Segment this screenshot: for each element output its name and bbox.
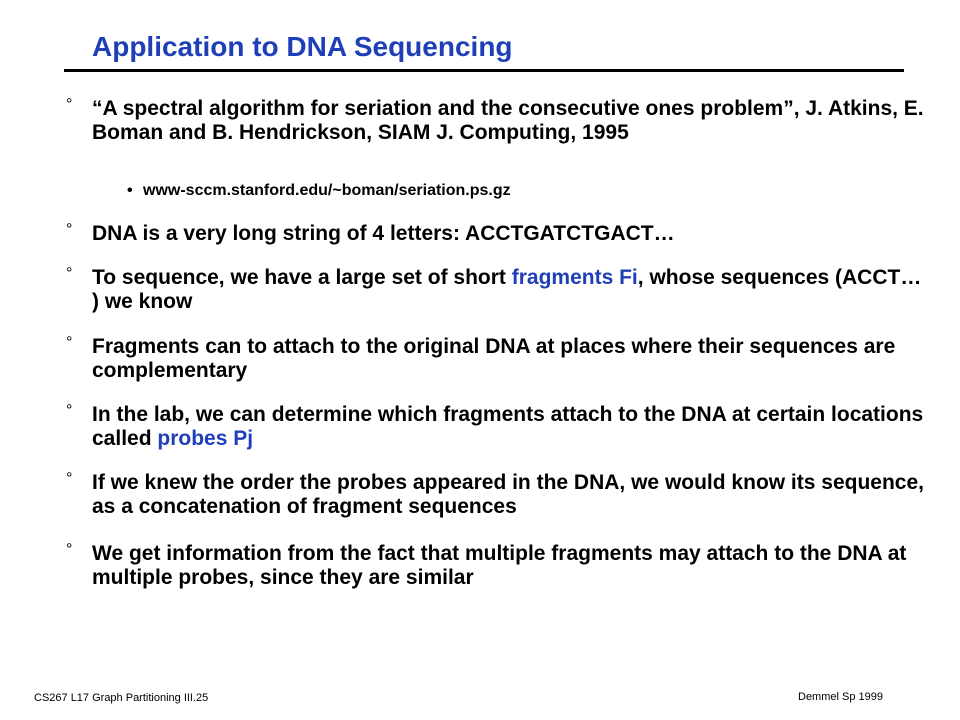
bullet-attach	[66, 335, 926, 383]
bullet-text: If we knew the order the probes appeared in the DNA, we would know its sequence, as a concatenation of fragment sequences	[92, 471, 924, 518]
bullet-text: DNA is a very long string of 4 letters: ACCTGATCTGACT…	[92, 222, 675, 245]
bullet-information	[66, 542, 926, 590]
bullet-text: Fragments can to attach to the original DNA at places where their sequences are complementary	[92, 335, 896, 382]
sub-bullet-url	[127, 181, 511, 201]
highlight-probes: probes Pj	[157, 427, 254, 450]
footer-author: Demmel Sp 1999	[798, 691, 883, 703]
bullet-fragments	[66, 266, 926, 314]
bullet-marker: °	[66, 221, 73, 238]
bullet-marker: °	[66, 470, 73, 487]
sub-bullet-text: www-sccm.stanford.edu/~boman/seriation.ps.gz	[143, 182, 511, 199]
highlight-fragments: fragments Fi	[511, 266, 638, 289]
bullet-citation	[66, 97, 926, 145]
bullet-text	[92, 266, 926, 314]
bullet-text-after: , whose sequences (ACCT… ) we know	[92, 266, 922, 313]
title-divider	[64, 69, 904, 72]
slide-title: Application to DNA Sequencing	[92, 31, 513, 62]
bullet-marker: °	[66, 402, 73, 419]
bullet-marker: °	[66, 96, 73, 113]
bullet-text-before: In the lab, we can determine which fragments attach to the DNA at certain locations called	[92, 403, 924, 450]
bullet-order	[66, 471, 926, 519]
bullet-text	[92, 403, 926, 451]
bullet-text-before: To sequence, we have a large set of short	[92, 266, 512, 289]
sub-bullet-marker: •	[127, 182, 133, 199]
bullet-text: “A spectral algorithm for seriation and the consecutive ones problem”, J. Atkins, E. Boman and B. Hendrickson, SIAM J. Computing, 1995	[92, 97, 924, 144]
bullet-text: We get information from the fact that multiple fragments may attach to the DNA at multiple probes, since they are similar	[92, 542, 907, 589]
footer-course: CS267 L17 Graph Partitioning III.25	[34, 692, 209, 704]
bullet-marker: °	[66, 265, 73, 282]
bullet-marker: °	[66, 334, 73, 351]
bullet-dna-string	[66, 222, 926, 246]
bullet-probes	[66, 403, 926, 451]
bullet-marker: °	[66, 541, 73, 558]
